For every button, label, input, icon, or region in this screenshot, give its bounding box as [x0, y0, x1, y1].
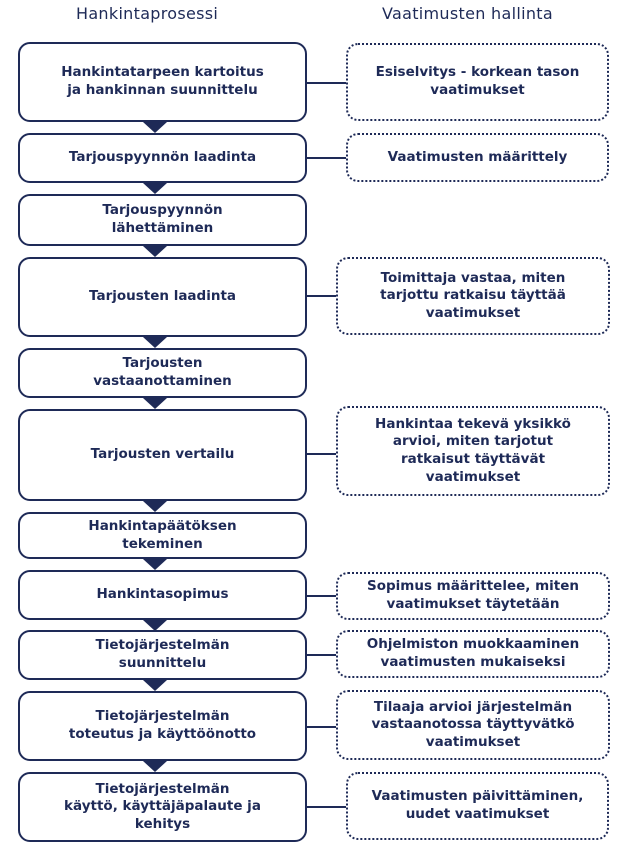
flow-arrow: [143, 183, 167, 194]
process-step-bid-comparison: Tarjousten vertailu: [18, 409, 307, 501]
requirement-supplier-response: Toimittaja vastaa, miten tarjottu ratkaisu täyttää vaatimukset: [336, 257, 610, 335]
flow-arrow: [143, 559, 167, 570]
requirement-unit-evaluation: Hankintaa tekevä yksikkö arvioi, miten tarjotut ratkaisut täyttävät vaatimukset: [336, 406, 610, 496]
connector-line: [307, 654, 336, 656]
requirement-contract-definition: Sopimus määrittelee, miten vaatimukset täytetään: [336, 572, 610, 620]
process-step-bid-preparation: Tarjousten laadinta: [18, 257, 307, 337]
process-step-needs-mapping: Hankintatarpeen kartoitus ja hankinnan suunnittelu: [18, 42, 307, 122]
connector-line: [307, 295, 336, 297]
process-step-implementation: Tietojärjestelmän toteutus ja käyttöönotto: [18, 691, 307, 761]
requirement-specification: Vaatimusten määrittely: [346, 133, 609, 182]
flow-arrow: [143, 501, 167, 512]
connector-line: [307, 157, 346, 159]
flow-arrow: [143, 337, 167, 348]
flow-arrow: [143, 398, 167, 409]
process-step-rfq-drafting: Tarjouspyynnön laadinta: [18, 133, 307, 183]
requirement-preliminary-study: Esiselvitys - korkean tason vaatimukset: [346, 43, 609, 121]
flow-arrow: [143, 122, 167, 133]
connector-line: [307, 806, 346, 808]
connector-line: [307, 82, 346, 84]
requirement-updating: Vaatimusten päivittäminen, uudet vaatimukset: [346, 772, 609, 840]
process-step-rfq-sending: Tarjouspyynnön lähettäminen: [18, 194, 307, 246]
requirement-acceptance-evaluation: Tilaaja arvioi järjestelmän vastaanotossa täyttyvätkö vaatimukset: [336, 690, 610, 760]
process-step-bid-receiving: Tarjousten vastaanottaminen: [18, 348, 307, 398]
process-step-system-design: Tietojärjestelmän suunnittelu: [18, 630, 307, 680]
flow-arrow: [143, 680, 167, 691]
process-step-procurement-decision: Hankintapäätöksen tekeminen: [18, 512, 307, 559]
process-step-contract: Hankintasopimus: [18, 570, 307, 620]
requirement-software-modification: Ohjelmiston muokkaaminen vaatimusten mukaiseksi: [336, 630, 610, 678]
process-step-use-and-development: Tietojärjestelmän käyttö, käyttäjäpalaute ja kehitys: [18, 772, 307, 842]
process-column-header: Hankintaprosessi: [76, 4, 219, 23]
connector-line: [307, 726, 336, 728]
flow-arrow: [143, 761, 167, 772]
flow-arrow: [143, 246, 167, 257]
requirements-column-header: Vaatimusten hallinta: [382, 4, 553, 23]
connector-line: [307, 595, 336, 597]
connector-line: [307, 453, 336, 455]
